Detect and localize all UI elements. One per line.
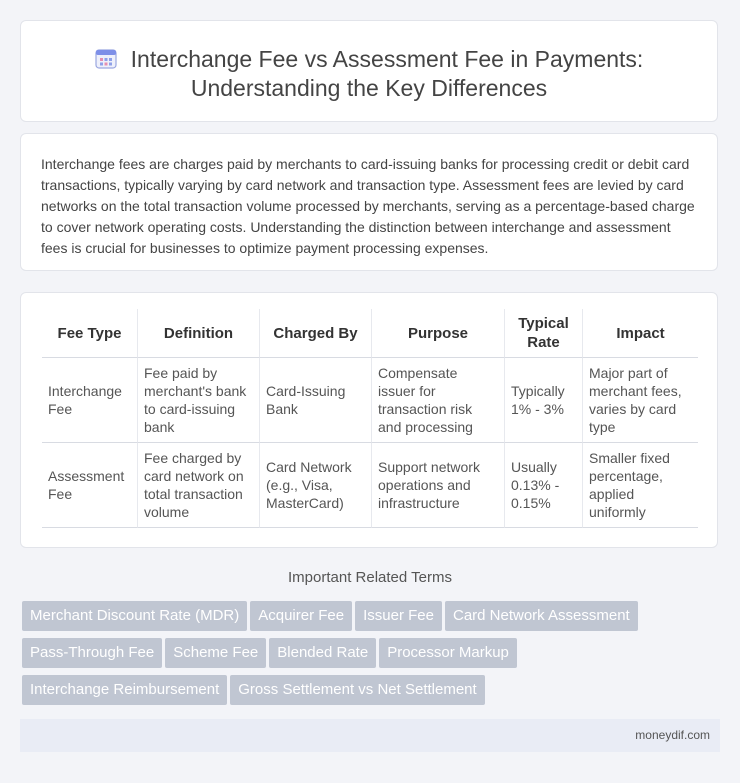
table-cell: Support network operations and infrastructure xyxy=(371,443,504,528)
comparison-table-card xyxy=(20,292,718,548)
table-cell: Smaller fixed percentage, applied uniformly xyxy=(582,443,698,528)
column-header: Definition xyxy=(137,309,259,358)
related-term-tag[interactable]: Issuer Fee xyxy=(355,601,442,631)
column-header: Typical Rate xyxy=(504,309,582,358)
table-cell: Usually 0.13% - 0.15% xyxy=(504,443,582,528)
title-line-2: Understanding the Key Differences xyxy=(190,75,548,101)
related-term-tag[interactable]: Blended Rate xyxy=(269,638,376,668)
related-terms-list xyxy=(22,601,722,712)
column-header: Fee Type xyxy=(42,309,137,358)
page-title xyxy=(21,45,717,103)
column-header: Charged By xyxy=(259,309,371,358)
related-term-tag[interactable]: Card Network Assessment xyxy=(445,601,638,631)
table-cell: Assessment Fee xyxy=(42,443,137,528)
related-term-tag[interactable]: Interchange Reimbursement xyxy=(22,675,227,705)
footer xyxy=(20,719,720,752)
table-cell: Fee paid by merchant's bank to card-issuing bank xyxy=(137,358,259,443)
related-term-tag[interactable]: Pass-Through Fee xyxy=(22,638,162,668)
comparison-table xyxy=(42,309,698,528)
related-terms-title: Important Related Terms xyxy=(288,569,452,586)
site-name[interactable]: moneydif.com xyxy=(635,728,710,742)
table-cell: Card-Issuing Bank xyxy=(259,358,371,443)
column-header: Impact xyxy=(582,309,698,358)
related-term-tag[interactable]: Acquirer Fee xyxy=(250,601,352,631)
calendar-icon xyxy=(95,47,117,69)
related-term-tag[interactable]: Gross Settlement vs Net Settlement xyxy=(230,675,484,705)
table-cell: Card Network (e.g., Visa, MasterCard) xyxy=(259,443,371,528)
table-row xyxy=(42,443,698,528)
table-cell: Typically 1% - 3% xyxy=(504,358,582,443)
table-cell: Interchange Fee xyxy=(42,358,137,443)
title-line-1: Interchange Fee vs Assessment Fee in Payments: xyxy=(130,46,644,72)
table-header-row xyxy=(42,309,698,358)
table-row xyxy=(42,358,698,443)
table-cell: Major part of merchant fees, varies by card type xyxy=(582,358,698,443)
intro-card xyxy=(20,133,718,271)
table-cell: Compensate issuer for transaction risk and processing xyxy=(371,358,504,443)
column-header: Purpose xyxy=(371,309,504,358)
related-term-tag[interactable]: Processor Markup xyxy=(379,638,517,668)
table-cell: Fee charged by card network on total transaction volume xyxy=(137,443,259,528)
header-card xyxy=(20,20,718,122)
intro-text: Interchange fees are charges paid by merchants to card-issuing banks for processing credit or debit card transactions, typically varying by card network and transaction type. Assessment fees are levied by card networks on the total transaction volume processed by merchants, serving as a percentage-based charge to cover network operating costs. Understanding the distinction between interchange and assessment fees is crucial for businesses to optimize payment processing expenses. xyxy=(41,156,695,256)
related-term-tag[interactable]: Merchant Discount Rate (MDR) xyxy=(22,601,247,631)
related-term-tag[interactable]: Scheme Fee xyxy=(165,638,266,668)
